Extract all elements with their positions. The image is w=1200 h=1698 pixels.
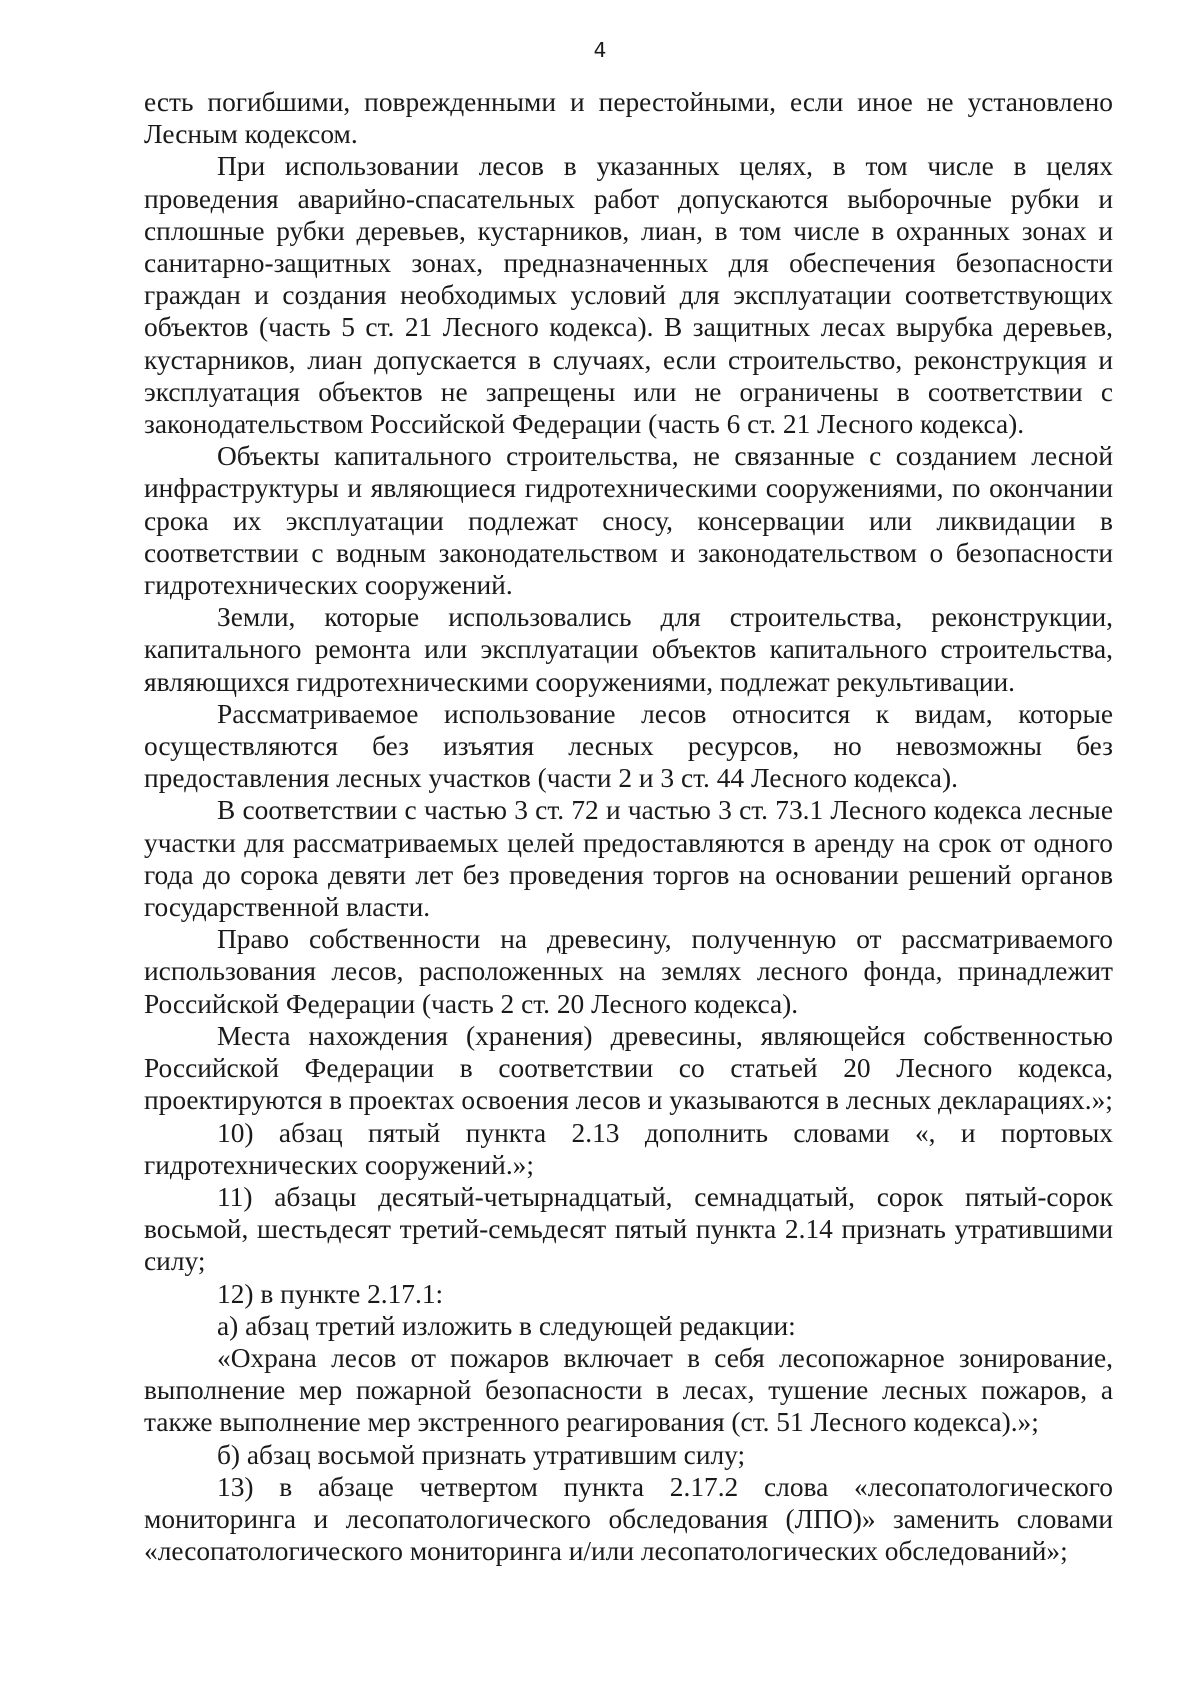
paragraph: Право собственности на древесину, полученную от рассматриваемого использования лесов, расположенных на землях лесного фонда, принадлежит Российской Федерации (часть 2 ст. 20 Лесного кодекса). <box>144 924 1113 1019</box>
document-body <box>144 86 1113 1567</box>
quoted-paragraph: «Охрана лесов от пожаров включает в себя лесопожарное зонирование, выполнение мер пожарной безопасности в лесах, тушение лесных пожаров, а также выполнение мер экстренного реагирования (ст. 51 Лесного кодекса).»; <box>144 1342 1113 1438</box>
paragraph: Рассматриваемое использование лесов относится к видам, которые осуществляются без изъятия лесных ресурсов, но невозможны без предоставления лесных участков (части 2 и 3 ст. 44 Лесного кодекса). <box>144 698 1113 794</box>
paragraph: Места нахождения (хранения) древесины, являющейся собственностью Российской Федерации в соответствии со статьей 20 Лесного кодекса, проектируются в проектах освоения лесов и указываются в лесных декларациях.»; <box>144 1020 1113 1116</box>
paragraph: Объекты капитального строительства, не связанные с созданием лесной инфраструктуры и являющиеся гидротехническими сооружениями, по окончании срока их эксплуатации подлежат сносу, консервации или ликвидации в соответствии с водным законодательством и законодательством о безопасности гидротехнических сооружений. <box>144 441 1113 601</box>
amendment-item-11: 11) абзацы десятый-четырнадцатый, семнадцатый, сорок пятый-сорок восьмой, шестьдесят третий-семьдесят пятый пункта 2.14 признать утратившими силу; <box>144 1181 1113 1277</box>
amendment-subitem-b: б) абзац восьмой признать утратившим силу; <box>217 1439 746 1470</box>
paragraph-continuation: есть погибшими, поврежденными и перестойными, если иное не установлено Лесным кодексом. <box>144 87 1113 150</box>
page-number: 4 <box>593 38 607 62</box>
paragraph: Земли, которые использовались для строительства, реконструкции, капитального ремонта или эксплуатации объектов капитального строительства, являющихся гидротехническими сооружениями, подлежат рекультивации. <box>144 602 1113 697</box>
paragraph: В соответствии с частью 3 ст. 72 и частью 3 ст. 73.1 Лесного кодекса лесные участки для рассматриваемых целей предоставляются в аренду на срок от одного года до сорока девяти лет без проведения торгов на основании решений органов государственной власти. <box>144 795 1113 923</box>
amendment-subitem-a: а) абзац третий изложить в следующей редакции: <box>217 1310 796 1341</box>
paragraph: При использовании лесов в указанных целях, в том числе в целях проведения аварийно-спасательных работ допускаются выборочные рубки и сплошные рубки деревьев, кустарников, лиан, в том числе в охранных зонах и санитарно-защитных зонах, предназначенных для обеспечения безопасности граждан и создания необходимых условий для эксплуатации соответствующих объектов (часть 5 ст. 21 Лесного кодекса). В защитных лесах вырубка деревьев, кустарников, лиан допускается в случаях, если строительство, реконструкция и эксплуатация объектов не запрещены или не ограничены в соответствии с законодательством Российской Федерации (часть 6 ст. 21 Лесного кодекса). <box>144 151 1113 440</box>
amendment-item-10: 10) абзац пятый пункта 2.13 дополнить словами «, и портовых гидротехнических сооружений.»; <box>144 1117 1113 1180</box>
amendment-item-12: 12) в пункте 2.17.1: <box>217 1278 444 1309</box>
amendment-item-13: 13) в абзаце четвертом пункта 2.17.2 слова «лесопатологического мониторинга и лесопатологического обследования (ЛПО)» заменить словами «лесопатологического мониторинга и/или лесопатологических обследований»; <box>144 1471 1113 1567</box>
